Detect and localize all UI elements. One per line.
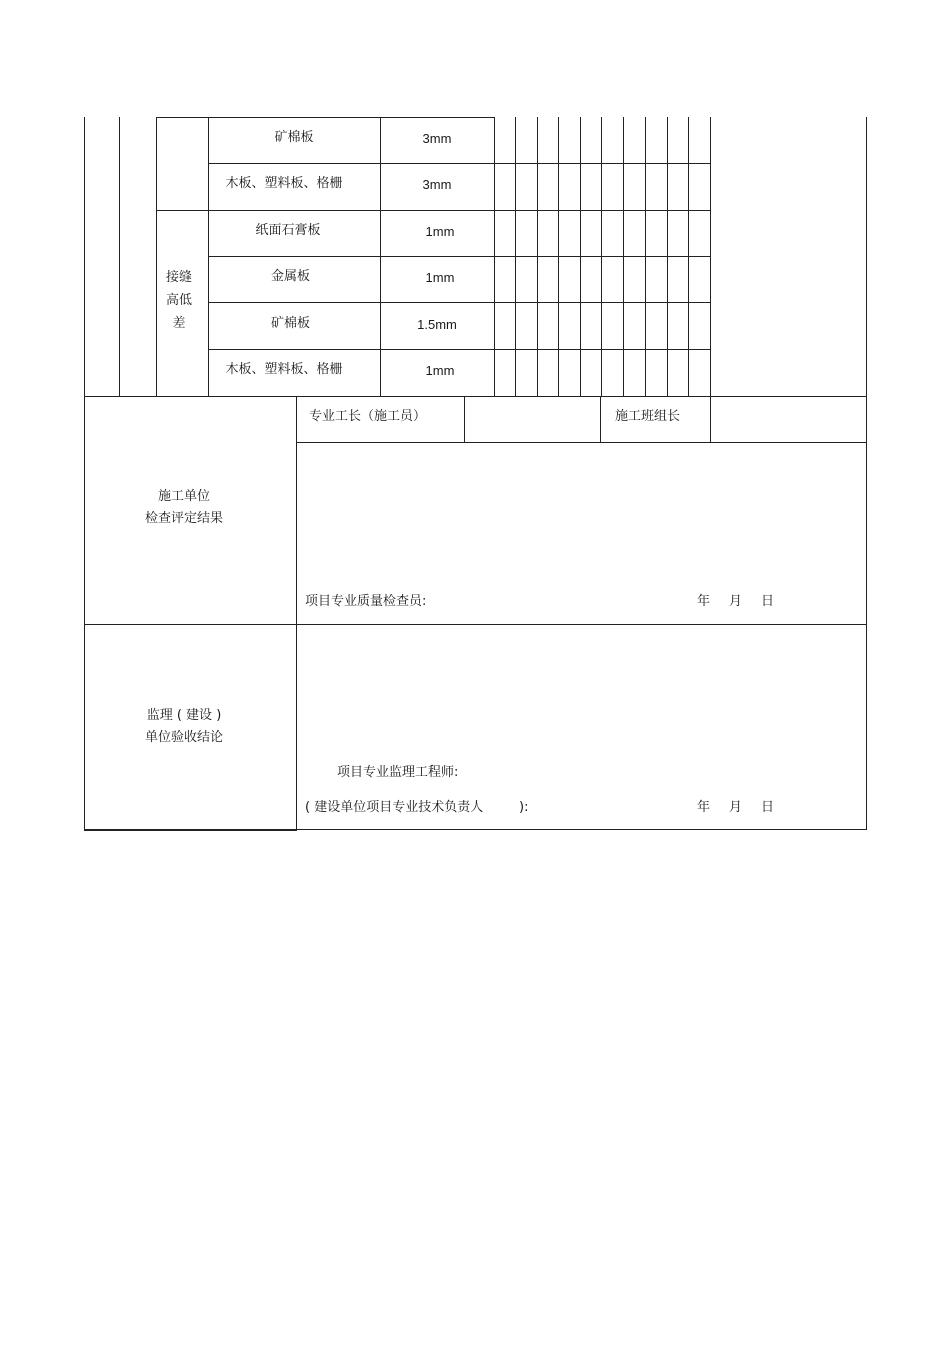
section-divider <box>296 396 297 831</box>
construction-title: 检查评定结果 <box>144 511 223 526</box>
construction-title: 施工单位 <box>157 489 210 504</box>
team-leader-label: 施工班组长 <box>615 409 681 424</box>
group-label-line: 高低 <box>165 293 192 308</box>
date-day: 日 <box>761 594 775 609</box>
date-year: 年 <box>697 800 711 815</box>
supervising-engineer-label: 项目专业监理工程师: <box>337 765 459 780</box>
date-day: 日 <box>761 800 775 815</box>
section-right-border <box>866 396 867 830</box>
tolerance-value: 1mm <box>425 224 455 239</box>
tolerance-value: 1mm <box>425 363 455 378</box>
date-year: 年 <box>697 594 711 609</box>
owner-representative-label: ( 建设单位项目专业技术负责人 <box>305 800 484 815</box>
section-top-line <box>84 396 867 397</box>
table-left-border <box>84 117 85 396</box>
supervision-title: 单位验收结论 <box>144 730 223 745</box>
item-name: 木板、塑料板、格栅 <box>225 176 343 191</box>
table-right-border <box>866 117 867 396</box>
item-name: 木板、塑料板、格栅 <box>225 362 343 377</box>
row-line <box>208 256 711 257</box>
tolerance-value: 3mm <box>422 177 452 192</box>
tolerance-value: 1.5mm <box>417 317 457 332</box>
table-col-line <box>156 117 157 396</box>
tolerance-value: 1mm <box>425 270 455 285</box>
staff-row-line <box>600 396 601 442</box>
item-name: 金属板 <box>270 269 310 284</box>
foreman-label: 专业工长（施工员） <box>309 409 427 424</box>
construction-block-bottom <box>84 624 867 625</box>
row-line <box>156 210 711 211</box>
group-label-line: 差 <box>172 316 186 331</box>
row-line <box>156 117 495 118</box>
section-left-border <box>84 396 85 831</box>
item-name: 纸面石膏板 <box>255 223 321 238</box>
owner-representative-close: ): <box>519 800 529 815</box>
table-col-line <box>119 117 120 396</box>
staff-row-line <box>710 396 711 442</box>
staff-row-line <box>464 396 465 442</box>
tolerance-value: 3mm <box>422 131 452 146</box>
item-name: 矿棉板 <box>270 316 310 331</box>
section-bottom-line-left <box>84 830 297 831</box>
quality-inspector-label: 项目专业质量检查员: <box>305 594 427 609</box>
date-month: 月 <box>729 594 743 609</box>
staff-row-bottom <box>296 442 867 443</box>
row-line <box>208 349 711 350</box>
supervision-title: 监理 ( 建设 ) <box>146 708 222 723</box>
row-line <box>208 302 711 303</box>
item-name: 矿棉板 <box>274 130 314 145</box>
group-label-line: 接缝 <box>165 270 192 285</box>
date-month: 月 <box>729 800 743 815</box>
row-line <box>208 163 711 164</box>
